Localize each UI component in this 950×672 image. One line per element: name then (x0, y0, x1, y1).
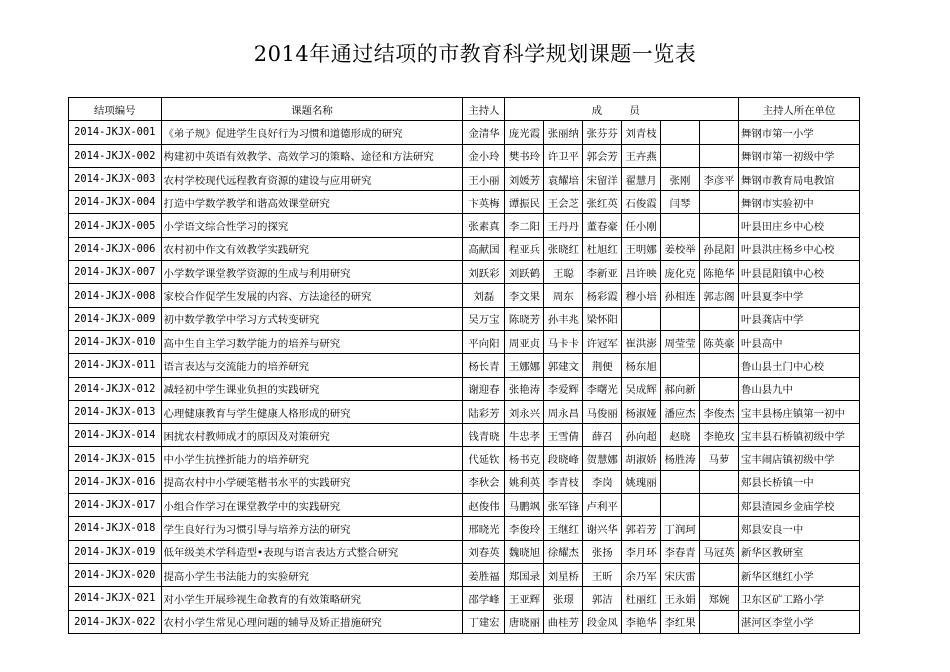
member-cell (700, 610, 739, 633)
member-cell: 曲桂芳 (544, 610, 583, 633)
project-topic-cell: 对小学生开展珍视生命教育的有效策略研究 (161, 587, 463, 610)
header-members: 成 员 (505, 98, 738, 121)
member-cell (700, 121, 739, 144)
project-topic-cell: 农村初中作文有效教学实践研究 (161, 237, 463, 260)
member-cell: 丁润珂 (661, 517, 700, 540)
project-code-cell: 2014-JKJX-005 (69, 214, 162, 237)
member-cell: 庞光霞 (505, 121, 544, 144)
member-cell: 李文果 (505, 284, 544, 307)
member-cell: 董春豪 (583, 214, 622, 237)
member-cell: 陈英豪 (700, 330, 739, 353)
member-cell: 翟慧月 (622, 167, 661, 190)
member-cell: 李二阳 (505, 214, 544, 237)
member-cell: 谢兴华 (583, 517, 622, 540)
member-cell: 潘应杰 (661, 400, 700, 423)
table-row (69, 424, 860, 447)
host-unit-cell: 叶县龚店中学 (738, 307, 859, 330)
member-cell (700, 563, 739, 586)
host-unit-cell: 新华区继红小学 (738, 563, 859, 586)
member-cell: 郑国录 (505, 563, 544, 586)
project-code-cell: 2014-JKJX-002 (69, 144, 162, 167)
member-cell: 刘媛芳 (505, 167, 544, 190)
table-row (69, 121, 860, 144)
member-cell: 孙丰兆 (544, 307, 583, 330)
host-unit-cell: 叶县洪庄杨乡中心校 (738, 237, 859, 260)
member-cell: 刘跃鹤 (505, 261, 544, 284)
host-unit-cell: 叶县昆阳镇中心校 (738, 261, 859, 284)
member-cell: 吕许映 (622, 261, 661, 284)
member-cell: 郭会芳 (583, 144, 622, 167)
host-cell: 金清华 (463, 121, 505, 144)
host-unit-cell: 郏县渣园乡金庙学校 (738, 494, 859, 517)
table-row (69, 307, 860, 330)
member-cell: 郭志阁 (700, 284, 739, 307)
project-topic-cell: 学生良好行为习惯引导与培养方法的研究 (161, 517, 463, 540)
member-cell: 梁怀阳 (583, 307, 622, 330)
project-code-cell: 2014-JKJX-001 (69, 121, 162, 144)
member-cell: 李曙光 (583, 377, 622, 400)
member-cell: 张丽纳 (544, 121, 583, 144)
member-cell: 李俊杰 (700, 400, 739, 423)
member-cell: 姚瑰丽 (622, 470, 661, 493)
member-cell: 陈晓芳 (505, 307, 544, 330)
member-cell: 杨彩霞 (583, 284, 622, 307)
member-cell: 吴成辉 (622, 377, 661, 400)
host-cell: 钱青晓 (463, 424, 505, 447)
member-cell: 杨淑娅 (622, 400, 661, 423)
project-code-cell: 2014-JKJX-006 (69, 237, 162, 260)
header-code: 结项编号 (69, 98, 162, 121)
member-cell: 杨胜涛 (661, 447, 700, 470)
member-cell: 李俊玲 (505, 517, 544, 540)
member-cell (700, 214, 739, 237)
member-cell (661, 470, 700, 493)
member-cell: 周东 (544, 284, 583, 307)
project-code-cell: 2014-JKJX-007 (69, 261, 162, 284)
member-cell: 陈艳华 (700, 261, 739, 284)
member-cell: 荆便 (583, 354, 622, 377)
host-cell: 金小玲 (463, 144, 505, 167)
table-row (69, 447, 860, 470)
host-cell: 丁建宏 (463, 610, 505, 633)
member-cell: 李月环 (622, 540, 661, 563)
project-code-cell: 2014-JKJX-018 (69, 517, 162, 540)
host-cell: 刘磊 (463, 284, 505, 307)
member-cell: 赵晓 (661, 424, 700, 447)
project-topic-cell: 中小学生抗挫折能力的培养研究 (161, 447, 463, 470)
project-code-cell: 2014-JKJX-011 (69, 354, 162, 377)
member-cell: 周亚贞 (505, 330, 544, 353)
table-row (69, 214, 860, 237)
member-cell (661, 121, 700, 144)
project-topic-cell: 初中数学教学中学习方式转变研究 (161, 307, 463, 330)
member-cell: 王卉燕 (622, 144, 661, 167)
member-cell: 马俊丽 (583, 400, 622, 423)
table-row (69, 237, 860, 260)
member-cell (661, 354, 700, 377)
member-cell: 唐晓丽 (505, 610, 544, 633)
host-unit-cell: 新华区教研室 (738, 540, 859, 563)
member-cell: 张扬 (583, 540, 622, 563)
host-cell: 刘跃彩 (463, 261, 505, 284)
project-code-cell: 2014-JKJX-008 (69, 284, 162, 307)
table-header-row (69, 98, 860, 121)
member-cell: 刘永兴 (505, 400, 544, 423)
host-unit-cell: 舞钢市第一初级中学 (738, 144, 859, 167)
member-cell: 崔洪澎 (622, 330, 661, 353)
project-code-cell: 2014-JKJX-003 (69, 167, 162, 190)
host-unit-cell: 叶县夏李中学 (738, 284, 859, 307)
member-cell: 袁耀培 (544, 167, 583, 190)
project-code-cell: 2014-JKJX-016 (69, 470, 162, 493)
host-unit-cell: 舞钢市实验初中 (738, 191, 859, 214)
member-cell (700, 377, 739, 400)
member-cell: 李彦平 (700, 167, 739, 190)
member-cell: 刘星桥 (544, 563, 583, 586)
member-cell (661, 214, 700, 237)
member-cell (700, 144, 739, 167)
member-cell: 马冠英 (700, 540, 739, 563)
table-row (69, 563, 860, 586)
member-cell: 杜丽红 (622, 587, 661, 610)
host-cell: 杨长青 (463, 354, 505, 377)
member-cell: 郝向新 (661, 377, 700, 400)
table-row (69, 144, 860, 167)
member-cell (700, 517, 739, 540)
host-cell: 姜胜福 (463, 563, 505, 586)
member-cell: 姚利英 (505, 470, 544, 493)
project-code-cell: 2014-JKJX-022 (69, 610, 162, 633)
member-cell: 庞化克 (661, 261, 700, 284)
member-cell (622, 307, 661, 330)
member-cell (700, 470, 739, 493)
member-cell: 王昕 (583, 563, 622, 586)
table-row (69, 330, 860, 353)
table-row (69, 377, 860, 400)
project-topic-cell: 农村小学生常见心理问题的辅导及矫正措施研究 (161, 610, 463, 633)
member-cell (622, 494, 661, 517)
project-code-cell: 2014-JKJX-014 (69, 424, 162, 447)
host-cell: 陆彩芳 (463, 400, 505, 423)
project-topic-cell: 低年级美术学科造型•表现与语言表达方式整合研究 (161, 540, 463, 563)
project-topic-cell: 小组合作学习在课堂教学中的实践研究 (161, 494, 463, 517)
host-unit-cell: 宝丰县石桥镇初级中学 (738, 424, 859, 447)
member-cell: 李新亚 (583, 261, 622, 284)
member-cell: 张红英 (583, 191, 622, 214)
member-cell: 周莹莹 (661, 330, 700, 353)
host-unit-cell: 鲁山县九中 (738, 377, 859, 400)
member-cell: 张军锋 (544, 494, 583, 517)
project-topic-cell: 提高小学生书法能力的实验研究 (161, 563, 463, 586)
table-row (69, 610, 860, 633)
member-cell: 樊书玲 (505, 144, 544, 167)
table-row (69, 191, 860, 214)
host-unit-cell: 湛河区李堂小学 (738, 610, 859, 633)
member-cell: 杨东旭 (622, 354, 661, 377)
host-cell: 卞英梅 (463, 191, 505, 214)
member-cell: 刘青枝 (622, 121, 661, 144)
member-cell: 杨书克 (505, 447, 544, 470)
member-cell: 王永娟 (661, 587, 700, 610)
member-cell: 李艳华 (622, 610, 661, 633)
project-topic-cell: 高中生自主学习数学能力的培养与研究 (161, 330, 463, 353)
member-cell: 李青枝 (544, 470, 583, 493)
member-cell: 李春青 (661, 540, 700, 563)
member-cell: 马萝 (700, 447, 739, 470)
member-cell: 孙向超 (622, 424, 661, 447)
member-cell: 卢利平 (583, 494, 622, 517)
member-cell: 王明娜 (622, 237, 661, 260)
host-cell: 赵俊伟 (463, 494, 505, 517)
member-cell: 孙昆阳 (700, 237, 739, 260)
host-unit-cell: 宝丰闹店镇初级中学 (738, 447, 859, 470)
member-cell: 李艳玫 (700, 424, 739, 447)
member-cell: 姜校举 (661, 237, 700, 260)
member-cell: 马卡卡 (544, 330, 583, 353)
host-cell: 吴万宝 (463, 307, 505, 330)
host-cell: 高献国 (463, 237, 505, 260)
host-cell: 谢迎春 (463, 377, 505, 400)
member-cell: 许冠军 (583, 330, 622, 353)
host-cell: 平向阳 (463, 330, 505, 353)
host-cell: 邢晓光 (463, 517, 505, 540)
member-cell: 谭振民 (505, 191, 544, 214)
member-cell: 郑婉 (700, 587, 739, 610)
project-code-cell: 2014-JKJX-020 (69, 563, 162, 586)
member-cell (700, 354, 739, 377)
member-cell: 王丹丹 (544, 214, 583, 237)
member-cell: 张艳涛 (505, 377, 544, 400)
member-cell: 徐耀杰 (544, 540, 583, 563)
project-code-cell: 2014-JKJX-004 (69, 191, 162, 214)
table-row (69, 587, 860, 610)
member-cell (700, 191, 739, 214)
member-cell: 张晓红 (544, 237, 583, 260)
host-unit-cell: 舞钢市教育局电教馆 (738, 167, 859, 190)
project-code-cell: 2014-JKJX-015 (69, 447, 162, 470)
table-body (69, 121, 860, 634)
table-row (69, 284, 860, 307)
project-topic-cell: 减轻初中学生课业负担的实践研究 (161, 377, 463, 400)
table-row (69, 167, 860, 190)
table-row (69, 494, 860, 517)
project-topic-cell: 《弟子规》促进学生良好行为习惯和道德形成的研究 (161, 121, 463, 144)
host-cell: 邵学峰 (463, 587, 505, 610)
host-unit-cell: 叶县田庄乡中心校 (738, 214, 859, 237)
member-cell: 段晓峰 (544, 447, 583, 470)
member-cell (661, 144, 700, 167)
project-code-cell: 2014-JKJX-019 (69, 540, 162, 563)
member-cell: 杜旭红 (583, 237, 622, 260)
member-cell (700, 307, 739, 330)
host-unit-cell: 卫东区矿工路小学 (738, 587, 859, 610)
member-cell: 李红果 (661, 610, 700, 633)
project-code-cell: 2014-JKJX-017 (69, 494, 162, 517)
table-row (69, 261, 860, 284)
table-row (69, 470, 860, 493)
project-topic-cell: 提高农村中小学硬笔楷书水平的实践研究 (161, 470, 463, 493)
project-topic-cell: 小学数学课堂教学资源的生成与利用研究 (161, 261, 463, 284)
member-cell: 宋庆雷 (661, 563, 700, 586)
project-topic-cell: 构建初中英语有效教学、高效学习的策略、途径和方法研究 (161, 144, 463, 167)
table-row (69, 517, 860, 540)
project-code-cell: 2014-JKJX-013 (69, 400, 162, 423)
member-cell: 贺慧娜 (583, 447, 622, 470)
project-table (68, 97, 860, 634)
project-topic-cell: 打造中学数学教学和谐高效课堂研究 (161, 191, 463, 214)
member-cell: 张璟 (544, 587, 583, 610)
member-cell: 程亚兵 (505, 237, 544, 260)
header-unit: 主持人所在单位 (738, 98, 859, 121)
member-cell (661, 494, 700, 517)
member-cell: 薛召 (583, 424, 622, 447)
member-cell: 余乃军 (622, 563, 661, 586)
project-topic-cell: 小学语文综合性学习的探究 (161, 214, 463, 237)
project-topic-cell: 心理健康教育与学生健康人格形成的研究 (161, 400, 463, 423)
project-topic-cell: 语言表达与交流能力的培养研究 (161, 354, 463, 377)
host-cell: 刘春英 (463, 540, 505, 563)
member-cell: 魏晓旭 (505, 540, 544, 563)
page-title: 2014年通过结项的市教育科学规划课题一览表 (253, 42, 697, 66)
host-cell: 王小丽 (463, 167, 505, 190)
host-unit-cell: 鲁山县土门中心校 (738, 354, 859, 377)
host-unit-cell: 宝丰县杨庄镇第一初中 (738, 400, 859, 423)
table-row (69, 400, 860, 423)
member-cell: 王聪 (544, 261, 583, 284)
header-host: 主持人 (463, 98, 505, 121)
member-cell: 张刚 (661, 167, 700, 190)
project-topic-cell: 困扰农村教师成才的原因及对策研究 (161, 424, 463, 447)
member-cell: 王亚辉 (505, 587, 544, 610)
member-cell: 牛忠孝 (505, 424, 544, 447)
member-cell: 段金凤 (583, 610, 622, 633)
member-cell: 郭建文 (544, 354, 583, 377)
member-cell: 宋留洋 (583, 167, 622, 190)
project-code-cell: 2014-JKJX-021 (69, 587, 162, 610)
member-cell: 穆小培 (622, 284, 661, 307)
member-cell: 马鹏飒 (505, 494, 544, 517)
member-cell: 王娜娜 (505, 354, 544, 377)
project-code-cell: 2014-JKJX-010 (69, 330, 162, 353)
member-cell: 胡淑娇 (622, 447, 661, 470)
member-cell (700, 494, 739, 517)
project-code-cell: 2014-JKJX-012 (69, 377, 162, 400)
member-cell: 王雪倩 (544, 424, 583, 447)
member-cell: 郭洁 (583, 587, 622, 610)
member-cell: 王会芝 (544, 191, 583, 214)
member-cell: 石俊霞 (622, 191, 661, 214)
member-cell: 任小刚 (622, 214, 661, 237)
member-cell: 郭若芳 (622, 517, 661, 540)
host-unit-cell: 郏县安良一中 (738, 517, 859, 540)
project-topic-cell: 农村学校现代远程教育资源的建设与应用研究 (161, 167, 463, 190)
member-cell: 孙相连 (661, 284, 700, 307)
member-cell: 周永昌 (544, 400, 583, 423)
project-code-cell: 2014-JKJX-009 (69, 307, 162, 330)
member-cell (661, 307, 700, 330)
header-topic: 课题名称 (161, 98, 463, 121)
member-cell: 张芬芬 (583, 121, 622, 144)
host-cell: 李秋会 (463, 470, 505, 493)
host-cell: 张素真 (463, 214, 505, 237)
member-cell: 闫琴 (661, 191, 700, 214)
member-cell: 李岗 (583, 470, 622, 493)
member-cell: 王继红 (544, 517, 583, 540)
table-row (69, 540, 860, 563)
member-cell: 李爱辉 (544, 377, 583, 400)
host-cell: 代延钦 (463, 447, 505, 470)
member-cell: 许卫平 (544, 144, 583, 167)
host-unit-cell: 郏县长桥镇一中 (738, 470, 859, 493)
table-row (69, 354, 860, 377)
host-unit-cell: 舞钢市第一小学 (738, 121, 859, 144)
project-topic-cell: 家校合作促学生发展的内容、方法途径的研究 (161, 284, 463, 307)
host-unit-cell: 叶县高中 (738, 330, 859, 353)
